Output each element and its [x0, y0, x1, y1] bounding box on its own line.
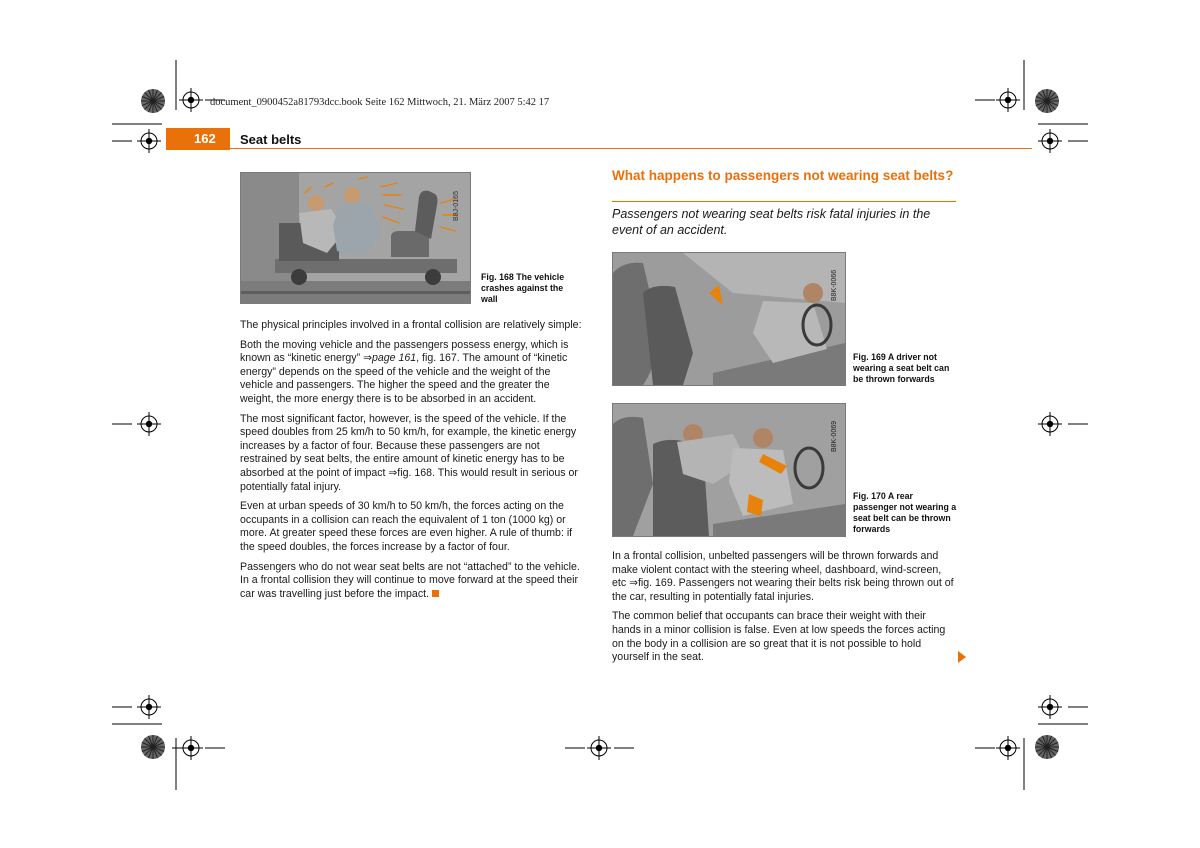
section-heading: What happens to passengers not wearing seat belts?	[612, 168, 954, 183]
figure-code: B8K-0066	[831, 269, 838, 301]
left-column-text	[240, 319, 584, 607]
paragraph: The physical principles involved in a frontal collision are relatively simple:	[240, 319, 582, 331]
figure-caption: Fig. 169 A driver not wearing a seat belt can be thrown forwards	[853, 352, 950, 384]
cross-reference-arrow-icon	[629, 577, 638, 589]
section-end-icon	[432, 590, 439, 597]
figure-168	[240, 172, 471, 304]
heading-rule	[612, 201, 956, 202]
paragraph: Passengers who do not wear seat belts are not “attached” to the vehicle. In a frontal collision they will continue to move forward at the speed their car was travelling just before the impact.	[240, 560, 580, 600]
section-intro: Passengers not wearing seat belts risk fatal injuries in the event of an accident.	[612, 207, 931, 237]
running-head: Seat belts	[240, 132, 302, 147]
rear-passenger-thrown-forward-illustration	[613, 404, 845, 536]
figure-code: B8J-0165	[453, 191, 460, 221]
header-rule	[230, 148, 1032, 149]
paragraph: The common belief that occupants can brace their weight with their hands in a minor collision is false. Even at low speeds the forces acting on the body in a collision are so great that it is not possible to hold yourself in the seat.	[612, 610, 946, 664]
continue-arrow-icon	[958, 651, 966, 663]
figure-reference-link[interactable]: fig. 168	[397, 466, 433, 479]
page-number: 162	[166, 128, 230, 150]
cross-reference-arrow-icon	[388, 467, 397, 479]
paragraph: The most significant factor, however, is the speed of the vehicle. If the speed doubles from 25 km/h to 50 km/h, for example, the kinetic energy increases by a factor of four. Because these passengers are not restrained by seat belts, the entire amount of kinetic energy has to be absorbed at the point of impact ⇒ fig. 168. This would result in serious or potentially fatal injury.	[240, 413, 584, 495]
cross-reference-arrow-icon	[363, 352, 372, 364]
figure-caption: Fig. 168 The vehicle crashes against the wall	[481, 272, 565, 304]
figure-169	[612, 252, 846, 386]
print-info-line: document_0900452a81793dcc.book Seite 162 Mittwoch, 21. März 2007 5:42 17	[210, 97, 550, 108]
crash-wall-illustration	[241, 173, 470, 303]
paragraph: In a frontal collision, unbelted passengers will be thrown forwards and make violent contact with the steering wheel, dashboard, wind-screen, etc ⇒ fig. 169. Passengers not wearing their belts risk being thrown out of the car, resulting in potentially fatal injuries.	[612, 550, 956, 604]
page-reference-link[interactable]: page 161	[371, 352, 417, 365]
paragraph: Both the moving vehicle and the passengers possess energy, which is known as “kinetic energy” ⇒ page 161, fig. 167. The amount of “kinetic energy” depends on the speed of the vehicle and the weight of the vehicle and passengers. The higher the speed and the greater the weight, the more energy there is to be absorbed in an accident.	[240, 339, 584, 407]
paragraph: Even at urban speeds of 30 km/h to 50 km/h, the forces acting on the occupants in a collision can reach the equivalent of 1 ton (1000 kg) or more. At greater speed these forces are even higher. A rule of thumb: if the speed doubles, the forces increase by a factor of four.	[240, 500, 573, 553]
figure-code: B8K-0069	[831, 420, 838, 452]
right-column-text	[612, 550, 956, 671]
figure-reference-link[interactable]: fig. 169	[637, 577, 673, 590]
figure-caption: Fig. 170 A rear passenger not wearing a seat belt can be thrown forwards	[853, 491, 957, 534]
figure-170	[612, 403, 846, 537]
driver-thrown-forward-illustration	[613, 253, 845, 385]
